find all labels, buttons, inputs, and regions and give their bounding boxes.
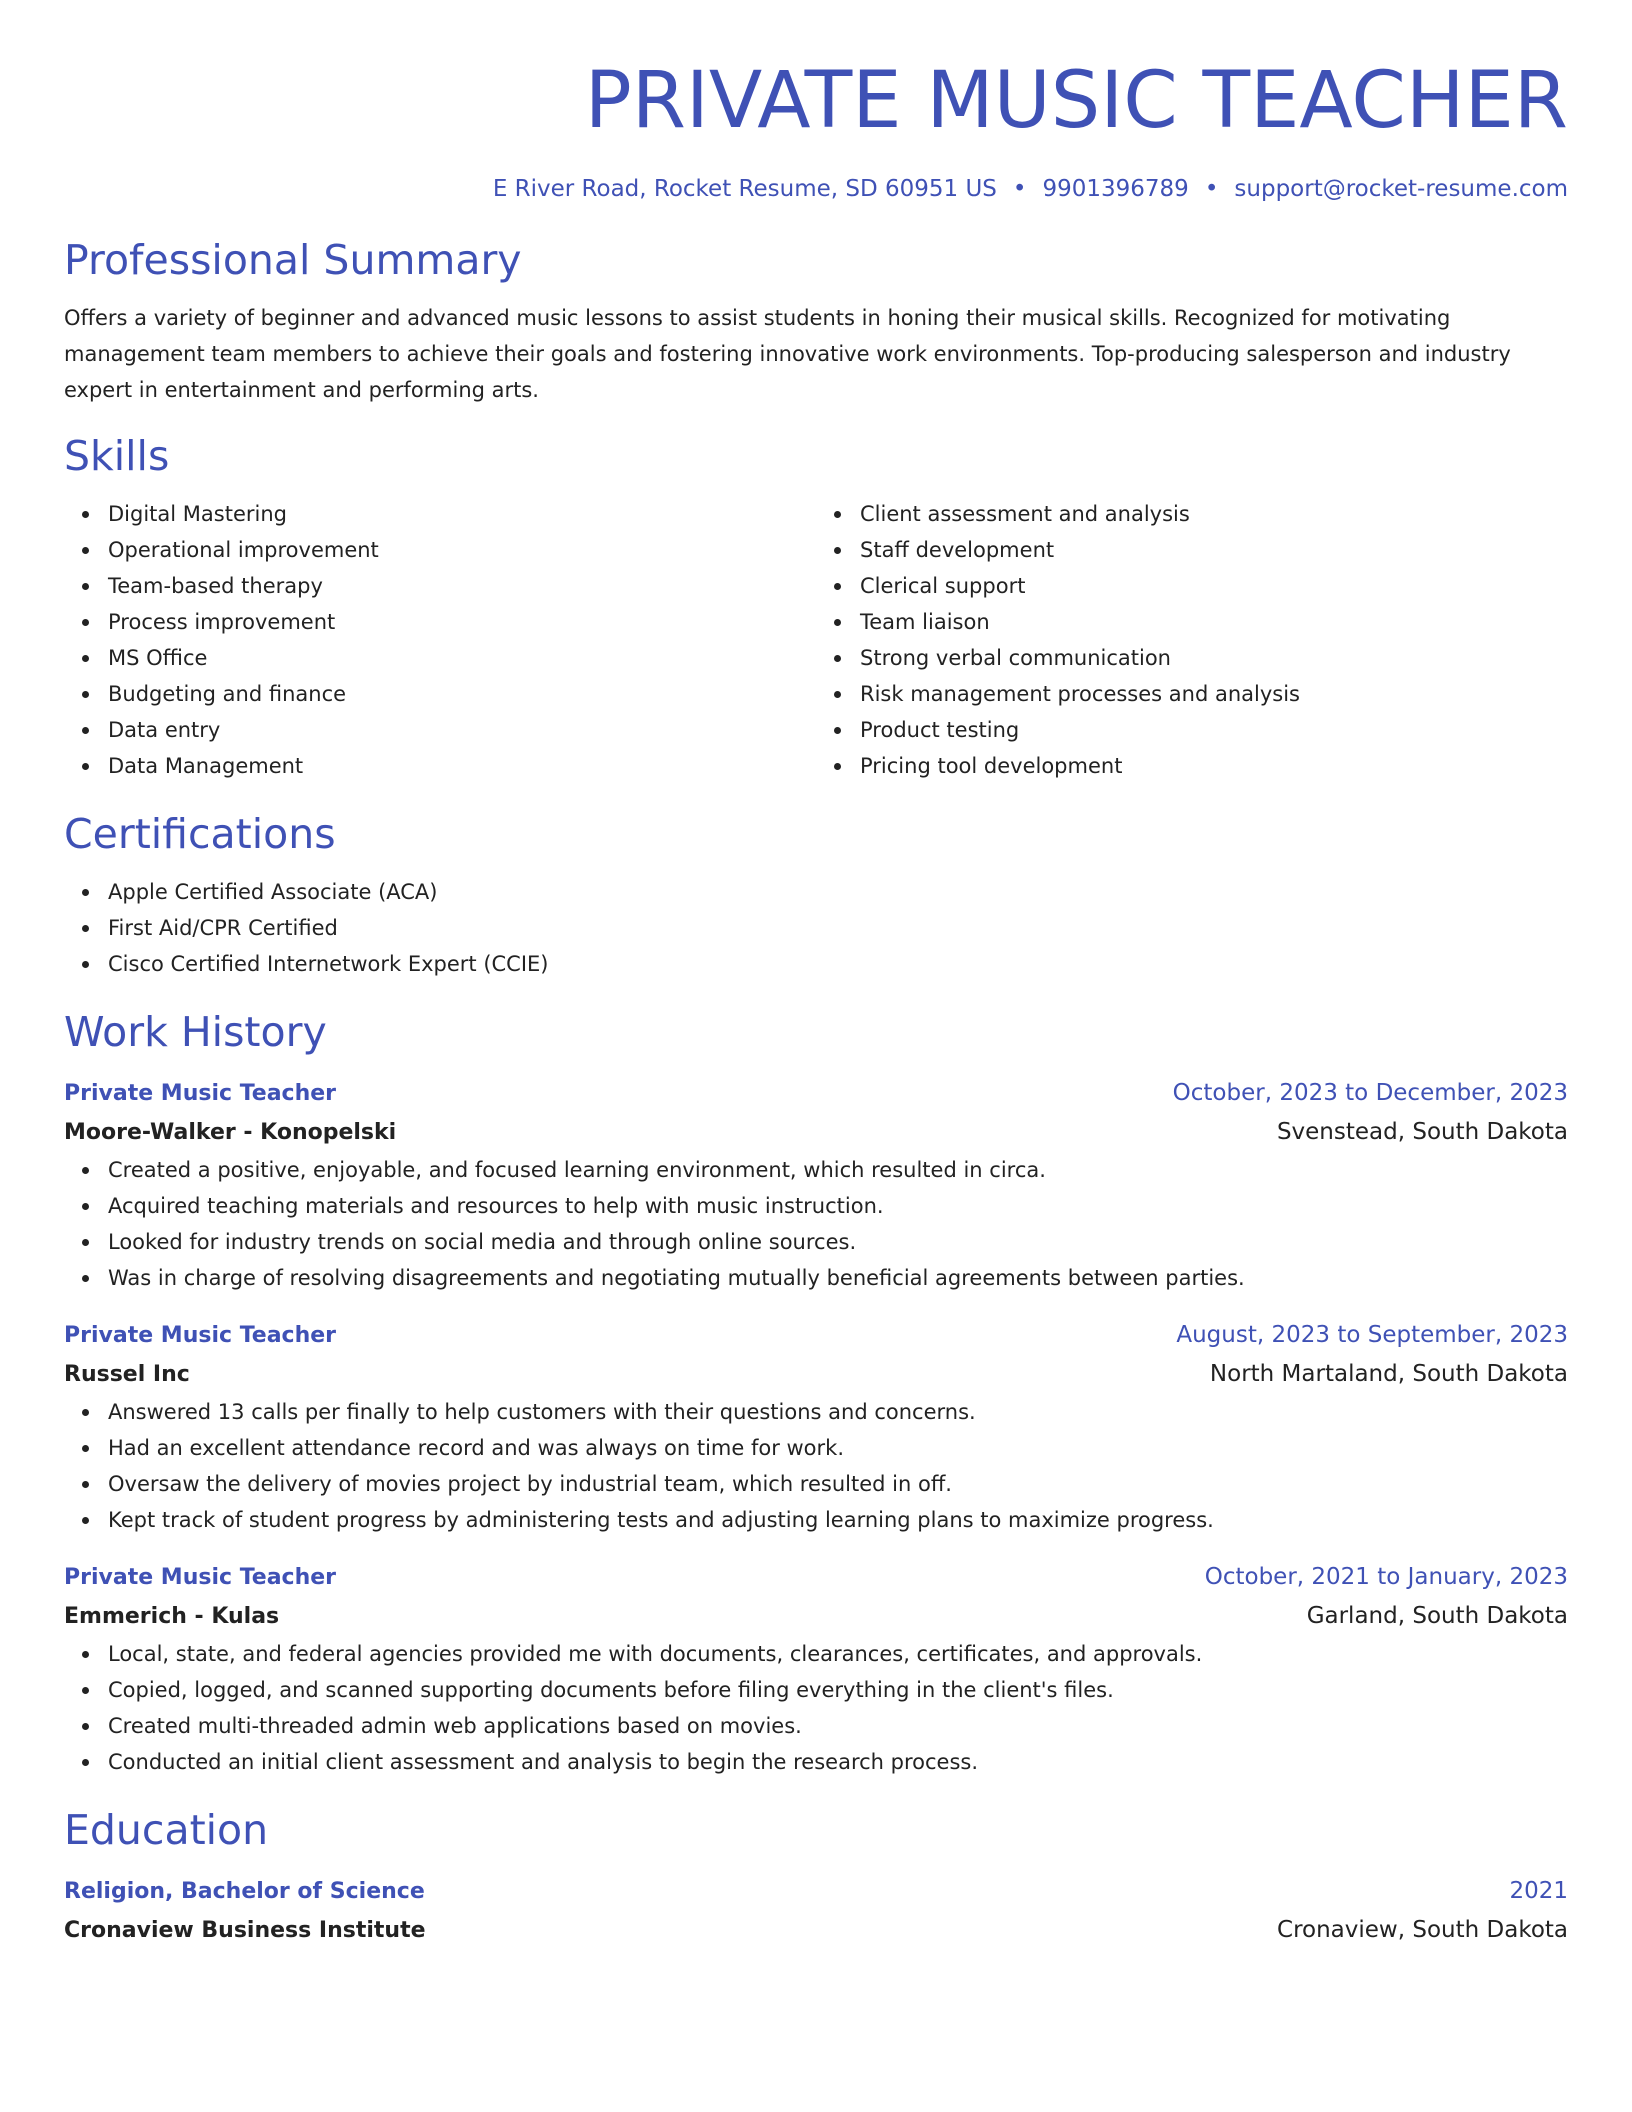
skill-item: Process improvement [108,604,816,640]
certifications-heading: Certifications [64,810,336,858]
education-entry [64,1872,1568,1950]
job-entry [64,1074,1568,1296]
contact-separator: • [1012,176,1027,202]
education-school: Cronaview Business Institute [64,1918,426,1943]
education-heading: Education [64,1806,269,1854]
job-company: Russel Inc [64,1362,190,1387]
job-bullets [64,1152,1568,1296]
skills-list-right [816,496,1568,784]
job-bullet: Created multi-threaded admin web applications based on movies. [108,1708,1568,1744]
skill-item: Product testing [860,712,1568,748]
contact-address: E River Road, Rocket Resume, SD 60951 US [492,176,997,202]
work-history-section [64,1004,1568,1780]
certification-item: Apple Certified Associate (ACA) [108,874,1568,910]
contact-separator: • [1204,176,1219,202]
summary-section [64,232,1568,408]
contact-email: support@rocket-resume.com [1234,176,1568,202]
contact-phone: 9901396789 [1042,176,1189,202]
job-bullet: Looked for industry trends on social media and through online sources. [108,1224,1568,1260]
work-history-heading: Work History [64,1008,327,1056]
skill-item: Staff development [860,532,1568,568]
job-title: Private Music Teacher [64,1565,337,1590]
summary-text: Offers a variety of beginner and advanced music lessons to assist students in honing their musical skills. Recognized for motivating management team members to achieve their goals and fostering innovative work environments. Top-producing salesperson and industry expert in entertainment and performing arts. [64,306,1511,402]
skill-item: Data Management [108,748,816,784]
job-location: Svenstead, South Dakota [1276,1119,1568,1145]
education-degree: Religion, Bachelor of Science [64,1879,425,1904]
skill-item: Digital Mastering [108,496,816,532]
job-title: Private Music Teacher [64,1323,337,1348]
skill-item: Team-based therapy [108,568,816,604]
job-title: Private Music Teacher [64,1081,337,1106]
skill-item: Operational improvement [108,532,816,568]
education-section [64,1802,1568,1950]
job-bullet: Kept track of student progress by administering tests and adjusting learning plans to maximize progress. [108,1502,1568,1538]
skill-item: Team liaison [860,604,1568,640]
skill-item: Clerical support [860,568,1568,604]
job-dates: October, 2021 to January, 2023 [1204,1564,1568,1590]
resume-page [64,0,1568,1950]
certification-item: Cisco Certified Internetwork Expert (CCIE) [108,946,1568,982]
certifications-section [64,806,1568,982]
skill-item: Data entry [108,712,816,748]
education-location: Cronaview, South Dakota [1277,1917,1568,1943]
job-location: Garland, South Dakota [1306,1603,1568,1629]
education-year: 2021 [1509,1878,1568,1904]
job-bullet: Created a positive, enjoyable, and focused learning environment, which resulted in circa. [108,1152,1568,1188]
job-location: North Martaland, South Dakota [1209,1361,1568,1387]
job-dates: October, 2023 to December, 2023 [1172,1080,1568,1106]
resume-title: PRIVATE MUSIC TEACHER [584,56,1568,146]
skills-grid [64,496,1568,784]
job-entry [64,1316,1568,1538]
certifications-list [64,874,1568,982]
contact-line [64,172,1568,206]
certification-item: First Aid/CPR Certified [108,910,1568,946]
job-company: Emmerich - Kulas [64,1604,280,1629]
job-bullet: Had an excellent attendance record and was always on time for work. [108,1430,1568,1466]
job-company: Moore-Walker - Konopelski [64,1120,397,1145]
skill-item: Risk management processes and analysis [860,676,1568,712]
skill-item: Strong verbal communication [860,640,1568,676]
job-bullets [64,1394,1568,1538]
job-dates: August, 2023 to September, 2023 [1176,1322,1568,1348]
skill-item: Budgeting and finance [108,676,816,712]
skill-item: Pricing tool development [860,748,1568,784]
job-bullet: Answered 13 calls per finally to help customers with their questions and concerns. [108,1394,1568,1430]
job-bullet: Acquired teaching materials and resources to help with music instruction. [108,1188,1568,1224]
job-bullet: Oversaw the delivery of movies project by industrial team, which resulted in off. [108,1466,1568,1502]
job-bullets [64,1636,1568,1780]
job-entry [64,1558,1568,1780]
job-bullet: Was in charge of resolving disagreements and negotiating mutually beneficial agreements between parties. [108,1260,1568,1296]
skills-list-left [64,496,816,784]
skill-item: Client assessment and analysis [860,496,1568,532]
job-bullet: Copied, logged, and scanned supporting documents before filing everything in the client's files. [108,1672,1568,1708]
job-bullet: Local, state, and federal agencies provided me with documents, clearances, certificates, and approvals. [108,1636,1568,1672]
skills-section [64,428,1568,784]
skills-heading: Skills [64,432,170,480]
job-bullet: Conducted an initial client assessment and analysis to begin the research process. [108,1744,1568,1780]
skill-item: MS Office [108,640,816,676]
summary-heading: Professional Summary [64,236,522,284]
